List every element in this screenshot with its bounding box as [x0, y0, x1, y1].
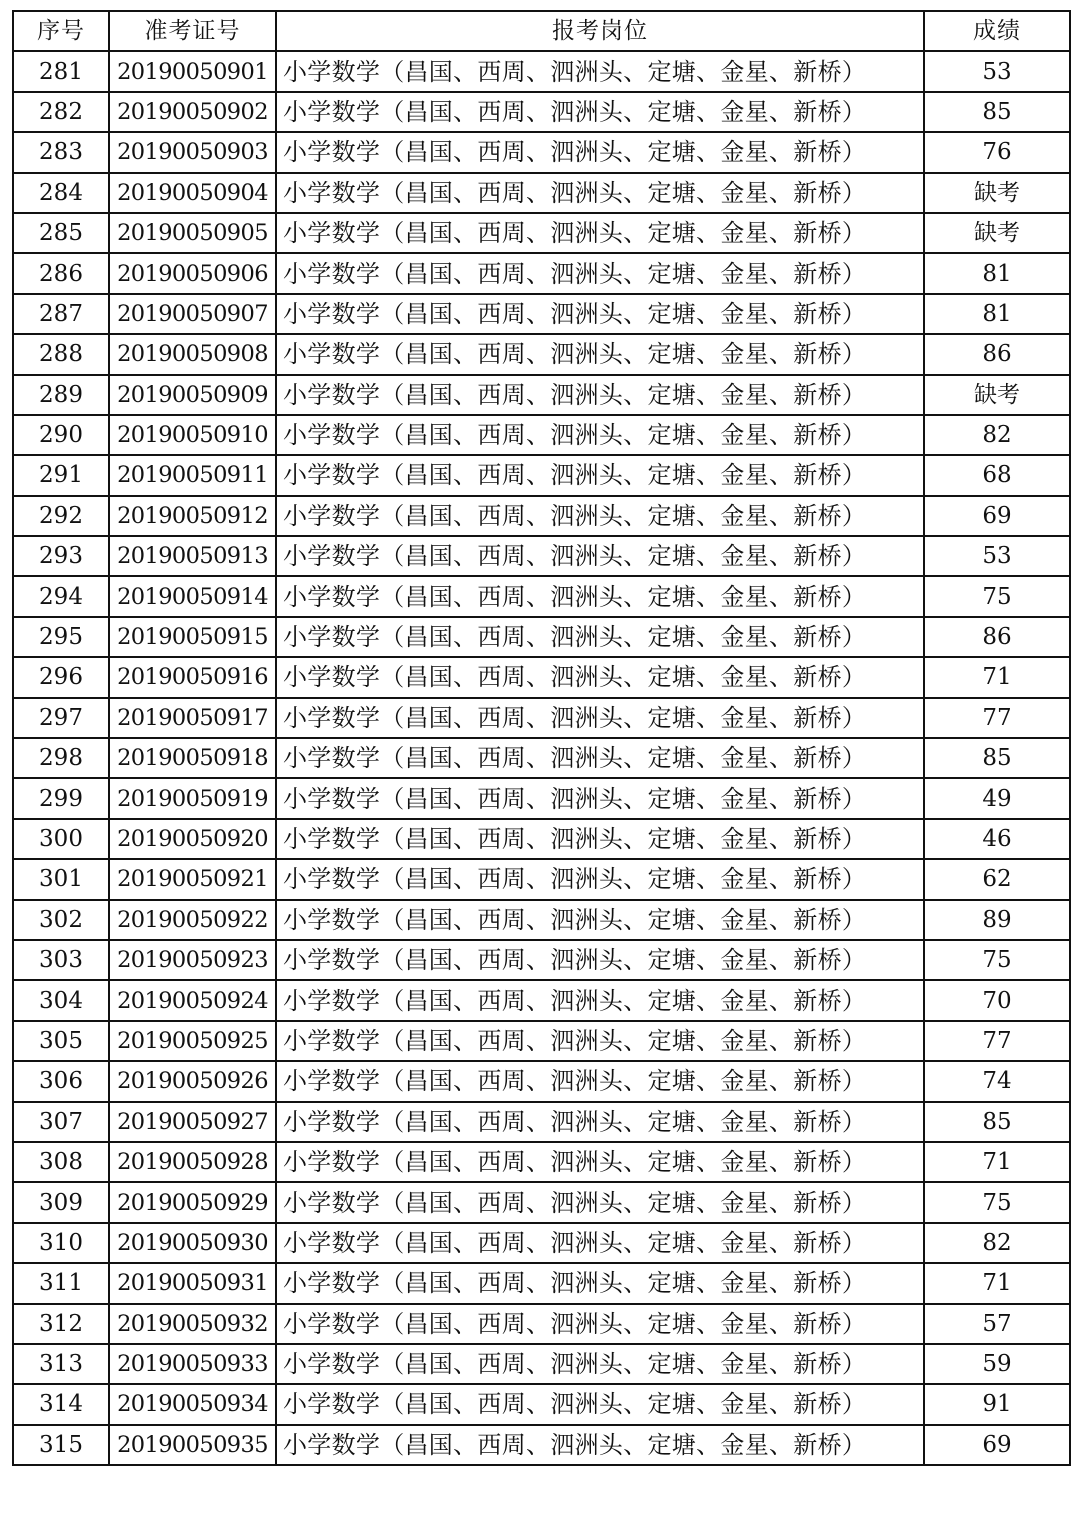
post-cell: 小学数学（昌国、西周、泗洲头、定塘、金星、新桥）	[276, 1344, 924, 1384]
table-row	[13, 698, 1070, 738]
seq-cell: 283	[13, 132, 109, 172]
score-cell: 85	[924, 738, 1070, 778]
post-cell: 小学数学（昌国、西周、泗洲头、定塘、金星、新桥）	[276, 940, 924, 980]
exam-id-cell: 20190050916	[109, 657, 276, 697]
table-row	[13, 334, 1070, 374]
table-row	[13, 900, 1070, 940]
seq-cell: 312	[13, 1304, 109, 1344]
table-row	[13, 738, 1070, 778]
score-cell: 缺考	[924, 213, 1070, 253]
table-row	[13, 536, 1070, 576]
score-cell: 75	[924, 940, 1070, 980]
post-cell: 小学数学（昌国、西周、泗洲头、定塘、金星、新桥）	[276, 294, 924, 334]
exam-id-cell: 20190050935	[109, 1425, 276, 1465]
table-row	[13, 1384, 1070, 1424]
exam-id-cell: 20190050924	[109, 980, 276, 1020]
score-cell: 69	[924, 496, 1070, 536]
table-row	[13, 455, 1070, 495]
seq-cell: 288	[13, 334, 109, 374]
table-row	[13, 980, 1070, 1020]
exam-id-cell: 20190050906	[109, 253, 276, 293]
table-row	[13, 1182, 1070, 1222]
score-table	[12, 10, 1071, 1466]
exam-id-cell: 20190050930	[109, 1223, 276, 1263]
post-cell: 小学数学（昌国、西周、泗洲头、定塘、金星、新桥）	[276, 334, 924, 374]
table-row	[13, 173, 1070, 213]
post-cell: 小学数学（昌国、西周、泗洲头、定塘、金星、新桥）	[276, 778, 924, 818]
score-cell: 缺考	[924, 375, 1070, 415]
table-row	[13, 859, 1070, 899]
exam-id-cell: 20190050917	[109, 698, 276, 738]
post-cell: 小学数学（昌国、西周、泗洲头、定塘、金星、新桥）	[276, 51, 924, 91]
post-cell: 小学数学（昌国、西周、泗洲头、定塘、金星、新桥）	[276, 1384, 924, 1424]
post-cell: 小学数学（昌国、西周、泗洲头、定塘、金星、新桥）	[276, 1263, 924, 1303]
table-row	[13, 132, 1070, 172]
post-cell: 小学数学（昌国、西周、泗洲头、定塘、金星、新桥）	[276, 1223, 924, 1263]
header-score: 成绩	[924, 11, 1070, 51]
table-row	[13, 1102, 1070, 1142]
post-cell: 小学数学（昌国、西周、泗洲头、定塘、金星、新桥）	[276, 819, 924, 859]
exam-id-cell: 20190050912	[109, 496, 276, 536]
seq-cell: 290	[13, 415, 109, 455]
score-cell: 74	[924, 1061, 1070, 1101]
post-cell: 小学数学（昌国、西周、泗洲头、定塘、金星、新桥）	[276, 415, 924, 455]
score-cell: 70	[924, 980, 1070, 1020]
score-cell: 89	[924, 900, 1070, 940]
score-cell: 77	[924, 1021, 1070, 1061]
seq-cell: 284	[13, 173, 109, 213]
exam-id-cell: 20190050929	[109, 1182, 276, 1222]
table-row	[13, 778, 1070, 818]
seq-cell: 300	[13, 819, 109, 859]
header-seq: 序号	[13, 11, 109, 51]
score-cell: 53	[924, 51, 1070, 91]
table-row	[13, 1142, 1070, 1182]
score-cell: 53	[924, 536, 1070, 576]
table-row	[13, 657, 1070, 697]
exam-id-cell: 20190050934	[109, 1384, 276, 1424]
score-cell: 91	[924, 1384, 1070, 1424]
seq-cell: 308	[13, 1142, 109, 1182]
table-row	[13, 1061, 1070, 1101]
seq-cell: 292	[13, 496, 109, 536]
exam-id-cell: 20190050902	[109, 92, 276, 132]
score-cell: 75	[924, 576, 1070, 616]
seq-cell: 294	[13, 576, 109, 616]
score-cell: 57	[924, 1304, 1070, 1344]
post-cell: 小学数学（昌国、西周、泗洲头、定塘、金星、新桥）	[276, 173, 924, 213]
exam-id-cell: 20190050913	[109, 536, 276, 576]
seq-cell: 304	[13, 980, 109, 1020]
seq-cell: 307	[13, 1102, 109, 1142]
seq-cell: 298	[13, 738, 109, 778]
table-row	[13, 1304, 1070, 1344]
seq-cell: 281	[13, 51, 109, 91]
table-row	[13, 294, 1070, 334]
exam-id-cell: 20190050909	[109, 375, 276, 415]
score-cell: 71	[924, 1142, 1070, 1182]
post-cell: 小学数学（昌国、西周、泗洲头、定塘、金星、新桥）	[276, 738, 924, 778]
post-cell: 小学数学（昌国、西周、泗洲头、定塘、金星、新桥）	[276, 1182, 924, 1222]
score-cell: 82	[924, 1223, 1070, 1263]
score-cell: 85	[924, 1102, 1070, 1142]
header-row	[13, 11, 1070, 51]
exam-id-cell: 20190050920	[109, 819, 276, 859]
seq-cell: 295	[13, 617, 109, 657]
table-body	[13, 51, 1070, 1465]
exam-id-cell: 20190050923	[109, 940, 276, 980]
post-cell: 小学数学（昌国、西周、泗洲头、定塘、金星、新桥）	[276, 657, 924, 697]
table-row	[13, 1425, 1070, 1465]
score-cell: 75	[924, 1182, 1070, 1222]
seq-cell: 282	[13, 92, 109, 132]
seq-cell: 289	[13, 375, 109, 415]
post-cell: 小学数学（昌国、西周、泗洲头、定塘、金星、新桥）	[276, 1021, 924, 1061]
score-cell: 86	[924, 617, 1070, 657]
seq-cell: 299	[13, 778, 109, 818]
score-cell: 71	[924, 657, 1070, 697]
exam-id-cell: 20190050918	[109, 738, 276, 778]
exam-id-cell: 20190050928	[109, 1142, 276, 1182]
table-row	[13, 1263, 1070, 1303]
exam-id-cell: 20190050901	[109, 51, 276, 91]
seq-cell: 302	[13, 900, 109, 940]
seq-cell: 301	[13, 859, 109, 899]
table-row	[13, 51, 1070, 91]
seq-cell: 296	[13, 657, 109, 697]
score-cell: 46	[924, 819, 1070, 859]
score-cell: 49	[924, 778, 1070, 818]
seq-cell: 297	[13, 698, 109, 738]
post-cell: 小学数学（昌国、西周、泗洲头、定塘、金星、新桥）	[276, 455, 924, 495]
table-row	[13, 1344, 1070, 1384]
score-cell: 81	[924, 253, 1070, 293]
seq-cell: 285	[13, 213, 109, 253]
exam-id-cell: 20190050932	[109, 1304, 276, 1344]
seq-cell: 314	[13, 1384, 109, 1424]
exam-id-cell: 20190050922	[109, 900, 276, 940]
table-row	[13, 1223, 1070, 1263]
post-cell: 小学数学（昌国、西周、泗洲头、定塘、金星、新桥）	[276, 1425, 924, 1465]
table-row	[13, 819, 1070, 859]
table-row	[13, 213, 1070, 253]
exam-id-cell: 20190050927	[109, 1102, 276, 1142]
score-cell: 82	[924, 415, 1070, 455]
table-row	[13, 415, 1070, 455]
post-cell: 小学数学（昌国、西周、泗洲头、定塘、金星、新桥）	[276, 496, 924, 536]
header-exam-id: 准考证号	[109, 11, 276, 51]
seq-cell: 305	[13, 1021, 109, 1061]
table-row	[13, 1021, 1070, 1061]
header-post: 报考岗位	[276, 11, 924, 51]
post-cell: 小学数学（昌国、西周、泗洲头、定塘、金星、新桥）	[276, 576, 924, 616]
exam-id-cell: 20190050904	[109, 173, 276, 213]
score-cell: 71	[924, 1263, 1070, 1303]
table-row	[13, 92, 1070, 132]
exam-id-cell: 20190050919	[109, 778, 276, 818]
post-cell: 小学数学（昌国、西周、泗洲头、定塘、金星、新桥）	[276, 900, 924, 940]
seq-cell: 287	[13, 294, 109, 334]
score-cell: 81	[924, 294, 1070, 334]
score-cell: 69	[924, 1425, 1070, 1465]
seq-cell: 291	[13, 455, 109, 495]
exam-id-cell: 20190050907	[109, 294, 276, 334]
post-cell: 小学数学（昌国、西周、泗洲头、定塘、金星、新桥）	[276, 253, 924, 293]
exam-id-cell: 20190050908	[109, 334, 276, 374]
table-row	[13, 940, 1070, 980]
post-cell: 小学数学（昌国、西周、泗洲头、定塘、金星、新桥）	[276, 859, 924, 899]
seq-cell: 306	[13, 1061, 109, 1101]
table-row	[13, 576, 1070, 616]
post-cell: 小学数学（昌国、西周、泗洲头、定塘、金星、新桥）	[276, 1102, 924, 1142]
score-cell: 62	[924, 859, 1070, 899]
table-row	[13, 496, 1070, 536]
post-cell: 小学数学（昌国、西周、泗洲头、定塘、金星、新桥）	[276, 213, 924, 253]
post-cell: 小学数学（昌国、西周、泗洲头、定塘、金星、新桥）	[276, 132, 924, 172]
post-cell: 小学数学（昌国、西周、泗洲头、定塘、金星、新桥）	[276, 980, 924, 1020]
exam-id-cell: 20190050914	[109, 576, 276, 616]
post-cell: 小学数学（昌国、西周、泗洲头、定塘、金星、新桥）	[276, 375, 924, 415]
score-cell: 59	[924, 1344, 1070, 1384]
exam-id-cell: 20190050931	[109, 1263, 276, 1303]
score-cell: 缺考	[924, 173, 1070, 213]
seq-cell: 315	[13, 1425, 109, 1465]
exam-id-cell: 20190050905	[109, 213, 276, 253]
seq-cell: 313	[13, 1344, 109, 1384]
post-cell: 小学数学（昌国、西周、泗洲头、定塘、金星、新桥）	[276, 1142, 924, 1182]
post-cell: 小学数学（昌国、西周、泗洲头、定塘、金星、新桥）	[276, 698, 924, 738]
post-cell: 小学数学（昌国、西周、泗洲头、定塘、金星、新桥）	[276, 536, 924, 576]
score-cell: 86	[924, 334, 1070, 374]
exam-id-cell: 20190050933	[109, 1344, 276, 1384]
seq-cell: 310	[13, 1223, 109, 1263]
post-cell: 小学数学（昌国、西周、泗洲头、定塘、金星、新桥）	[276, 92, 924, 132]
table-row	[13, 617, 1070, 657]
seq-cell: 311	[13, 1263, 109, 1303]
table-row	[13, 253, 1070, 293]
exam-id-cell: 20190050925	[109, 1021, 276, 1061]
seq-cell: 309	[13, 1182, 109, 1222]
seq-cell: 303	[13, 940, 109, 980]
score-cell: 68	[924, 455, 1070, 495]
score-sheet	[12, 10, 1071, 1466]
seq-cell: 286	[13, 253, 109, 293]
seq-cell: 293	[13, 536, 109, 576]
score-cell: 76	[924, 132, 1070, 172]
post-cell: 小学数学（昌国、西周、泗洲头、定塘、金星、新桥）	[276, 617, 924, 657]
score-cell: 77	[924, 698, 1070, 738]
exam-id-cell: 20190050921	[109, 859, 276, 899]
exam-id-cell: 20190050915	[109, 617, 276, 657]
table-row	[13, 375, 1070, 415]
post-cell: 小学数学（昌国、西周、泗洲头、定塘、金星、新桥）	[276, 1061, 924, 1101]
score-cell: 85	[924, 92, 1070, 132]
exam-id-cell: 20190050911	[109, 455, 276, 495]
post-cell: 小学数学（昌国、西周、泗洲头、定塘、金星、新桥）	[276, 1304, 924, 1344]
exam-id-cell: 20190050903	[109, 132, 276, 172]
exam-id-cell: 20190050910	[109, 415, 276, 455]
exam-id-cell: 20190050926	[109, 1061, 276, 1101]
